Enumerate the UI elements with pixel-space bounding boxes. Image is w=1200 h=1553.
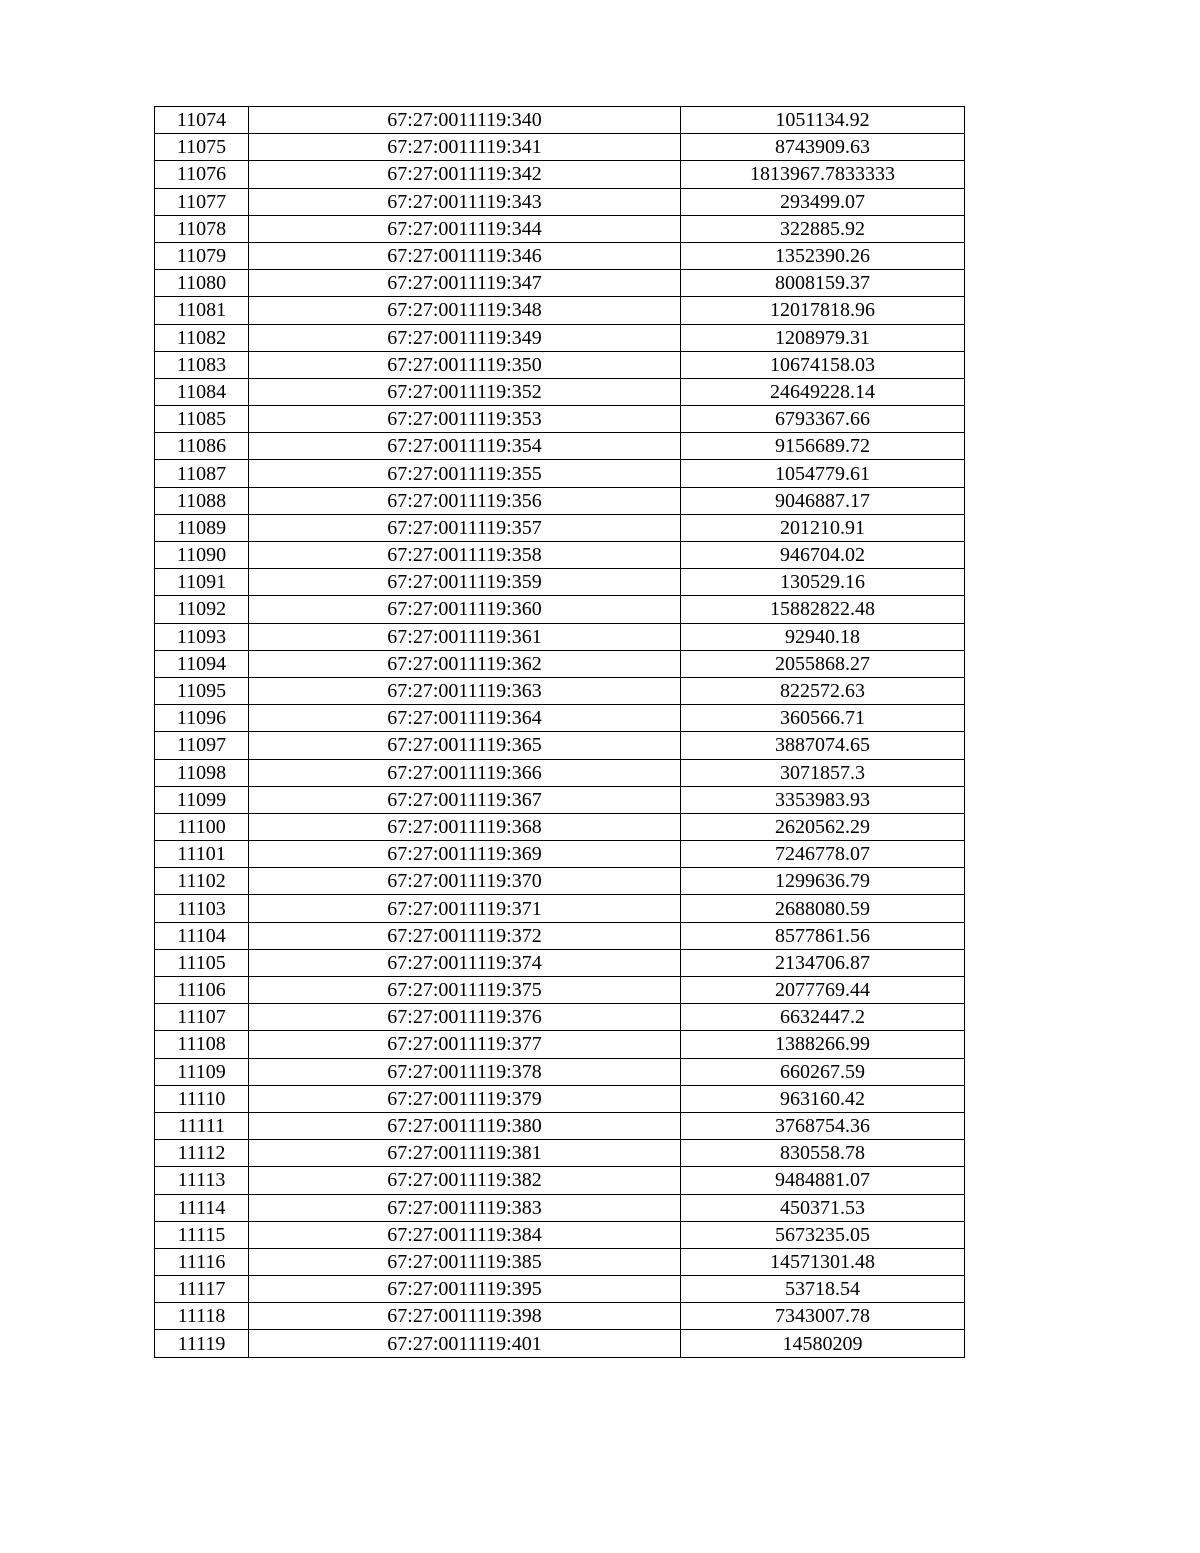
row-number-cell: 11094 — [155, 650, 249, 677]
row-number-cell: 11091 — [155, 569, 249, 596]
row-number-cell: 11082 — [155, 324, 249, 351]
cadastral-number-cell: 67:27:0011119:401 — [249, 1330, 681, 1357]
row-number-cell: 11112 — [155, 1140, 249, 1167]
table-row — [155, 977, 965, 1004]
table-row — [155, 242, 965, 269]
row-number-cell: 11078 — [155, 215, 249, 242]
table-row — [155, 1085, 965, 1112]
cadastral-value-cell: 2134706.87 — [681, 949, 965, 976]
cadastral-number-cell: 67:27:0011119:395 — [249, 1276, 681, 1303]
cadastral-value-cell: 6632447.2 — [681, 1004, 965, 1031]
row-number-cell: 11106 — [155, 977, 249, 1004]
cadastral-number-cell: 67:27:0011119:365 — [249, 732, 681, 759]
table-row — [155, 732, 965, 759]
row-number-cell: 11116 — [155, 1248, 249, 1275]
cadastral-number-cell: 67:27:0011119:374 — [249, 949, 681, 976]
table-row — [155, 759, 965, 786]
row-number-cell: 11086 — [155, 433, 249, 460]
cadastral-value-cell: 8008159.37 — [681, 270, 965, 297]
cadastral-value-cell: 2688080.59 — [681, 895, 965, 922]
row-number-cell: 11083 — [155, 351, 249, 378]
cadastral-value-cell: 14571301.48 — [681, 1248, 965, 1275]
table-row — [155, 1112, 965, 1139]
row-number-cell: 11113 — [155, 1167, 249, 1194]
table-row — [155, 1276, 965, 1303]
row-number-cell: 11097 — [155, 732, 249, 759]
cadastral-value-cell: 1054779.61 — [681, 460, 965, 487]
cadastral-number-cell: 67:27:0011119:360 — [249, 596, 681, 623]
table-row — [155, 107, 965, 134]
table-row — [155, 922, 965, 949]
table-row — [155, 1194, 965, 1221]
row-number-cell: 11079 — [155, 242, 249, 269]
row-number-cell: 11111 — [155, 1112, 249, 1139]
cadastral-number-cell: 67:27:0011119:376 — [249, 1004, 681, 1031]
cadastral-value-cell: 53718.54 — [681, 1276, 965, 1303]
table-row — [155, 215, 965, 242]
row-number-cell: 11103 — [155, 895, 249, 922]
cadastral-value-cell: 660267.59 — [681, 1058, 965, 1085]
cadastral-value-cell: 963160.42 — [681, 1085, 965, 1112]
row-number-cell: 11104 — [155, 922, 249, 949]
cadastral-value-cell: 92940.18 — [681, 623, 965, 650]
row-number-cell: 11089 — [155, 514, 249, 541]
cadastral-value-cell: 6793367.66 — [681, 406, 965, 433]
cadastral-value-cell: 201210.91 — [681, 514, 965, 541]
cadastral-value-cell: 1388266.99 — [681, 1031, 965, 1058]
cadastral-number-cell: 67:27:0011119:379 — [249, 1085, 681, 1112]
cadastral-number-cell: 67:27:0011119:352 — [249, 378, 681, 405]
cadastral-value-cell: 7246778.07 — [681, 841, 965, 868]
cadastral-number-cell: 67:27:0011119:356 — [249, 487, 681, 514]
cadastral-number-cell: 67:27:0011119:398 — [249, 1303, 681, 1330]
row-number-cell: 11108 — [155, 1031, 249, 1058]
cadastral-number-cell: 67:27:0011119:350 — [249, 351, 681, 378]
cadastral-value-cell: 9156689.72 — [681, 433, 965, 460]
table-row — [155, 569, 965, 596]
cadastral-number-cell: 67:27:0011119:346 — [249, 242, 681, 269]
table-row — [155, 460, 965, 487]
row-number-cell: 11096 — [155, 705, 249, 732]
row-number-cell: 11114 — [155, 1194, 249, 1221]
cadastral-value-cell: 1299636.79 — [681, 868, 965, 895]
row-number-cell: 11099 — [155, 786, 249, 813]
table-row — [155, 542, 965, 569]
table-body — [155, 107, 965, 1358]
cadastral-number-cell: 67:27:0011119:384 — [249, 1221, 681, 1248]
cadastral-number-cell: 67:27:0011119:368 — [249, 813, 681, 840]
cadastral-number-cell: 67:27:0011119:383 — [249, 1194, 681, 1221]
cadastral-value-cell: 450371.53 — [681, 1194, 965, 1221]
cadastral-value-cell: 2620562.29 — [681, 813, 965, 840]
row-number-cell: 11080 — [155, 270, 249, 297]
cadastral-value-cell: 3071857.3 — [681, 759, 965, 786]
table-row — [155, 270, 965, 297]
row-number-cell: 11110 — [155, 1085, 249, 1112]
cadastral-value-cell: 12017818.96 — [681, 297, 965, 324]
table-row — [155, 1031, 965, 1058]
cadastral-number-cell: 67:27:0011119:363 — [249, 677, 681, 704]
cadastral-value-cell: 9484881.07 — [681, 1167, 965, 1194]
cadastral-value-cell: 8577861.56 — [681, 922, 965, 949]
row-number-cell: 11119 — [155, 1330, 249, 1357]
table-row — [155, 514, 965, 541]
table-row — [155, 596, 965, 623]
cadastral-value-cell: 1051134.92 — [681, 107, 965, 134]
cadastral-value-cell: 1208979.31 — [681, 324, 965, 351]
cadastral-number-cell: 67:27:0011119:378 — [249, 1058, 681, 1085]
row-number-cell: 11101 — [155, 841, 249, 868]
cadastral-value-table — [154, 106, 965, 1358]
cadastral-number-cell: 67:27:0011119:353 — [249, 406, 681, 433]
cadastral-number-cell: 67:27:0011119:372 — [249, 922, 681, 949]
cadastral-number-cell: 67:27:0011119:369 — [249, 841, 681, 868]
cadastral-number-cell: 67:27:0011119:370 — [249, 868, 681, 895]
cadastral-value-cell: 3768754.36 — [681, 1112, 965, 1139]
cadastral-value-cell: 360566.71 — [681, 705, 965, 732]
row-number-cell: 11076 — [155, 161, 249, 188]
cadastral-value-cell: 15882822.48 — [681, 596, 965, 623]
row-number-cell: 11084 — [155, 378, 249, 405]
cadastral-number-cell: 67:27:0011119:362 — [249, 650, 681, 677]
cadastral-number-cell: 67:27:0011119:354 — [249, 433, 681, 460]
table-row — [155, 297, 965, 324]
table-row — [155, 1058, 965, 1085]
cadastral-value-cell: 3353983.93 — [681, 786, 965, 813]
cadastral-value-cell: 1352390.26 — [681, 242, 965, 269]
table-row — [155, 1248, 965, 1275]
row-number-cell: 11087 — [155, 460, 249, 487]
cadastral-value-cell: 1813967.7833333 — [681, 161, 965, 188]
cadastral-number-cell: 67:27:0011119:367 — [249, 786, 681, 813]
table-row — [155, 677, 965, 704]
cadastral-number-cell: 67:27:0011119:347 — [249, 270, 681, 297]
table-row — [155, 813, 965, 840]
cadastral-number-cell: 67:27:0011119:381 — [249, 1140, 681, 1167]
cadastral-value-cell: 14580209 — [681, 1330, 965, 1357]
row-number-cell: 11102 — [155, 868, 249, 895]
cadastral-number-cell: 67:27:0011119:385 — [249, 1248, 681, 1275]
cadastral-number-cell: 67:27:0011119:371 — [249, 895, 681, 922]
cadastral-value-cell: 946704.02 — [681, 542, 965, 569]
table-row — [155, 161, 965, 188]
table-row — [155, 1330, 965, 1357]
row-number-cell: 11093 — [155, 623, 249, 650]
cadastral-number-cell: 67:27:0011119:341 — [249, 134, 681, 161]
table-row — [155, 188, 965, 215]
row-number-cell: 11077 — [155, 188, 249, 215]
table-row — [155, 433, 965, 460]
cadastral-value-cell: 9046887.17 — [681, 487, 965, 514]
cadastral-value-cell: 3887074.65 — [681, 732, 965, 759]
row-number-cell: 11088 — [155, 487, 249, 514]
cadastral-number-cell: 67:27:0011119:375 — [249, 977, 681, 1004]
cadastral-value-cell: 130529.16 — [681, 569, 965, 596]
row-number-cell: 11075 — [155, 134, 249, 161]
cadastral-value-cell: 10674158.03 — [681, 351, 965, 378]
table-row — [155, 895, 965, 922]
table-row — [155, 324, 965, 351]
cadastral-value-cell: 293499.07 — [681, 188, 965, 215]
row-number-cell: 11085 — [155, 406, 249, 433]
cadastral-number-cell: 67:27:0011119:355 — [249, 460, 681, 487]
table-row — [155, 623, 965, 650]
table-row — [155, 351, 965, 378]
cadastral-number-cell: 67:27:0011119:380 — [249, 1112, 681, 1139]
cadastral-value-cell: 822572.63 — [681, 677, 965, 704]
row-number-cell: 11095 — [155, 677, 249, 704]
cadastral-value-cell: 2077769.44 — [681, 977, 965, 1004]
row-number-cell: 11098 — [155, 759, 249, 786]
table-row — [155, 1167, 965, 1194]
cadastral-number-cell: 67:27:0011119:358 — [249, 542, 681, 569]
table-row — [155, 378, 965, 405]
cadastral-value-cell: 322885.92 — [681, 215, 965, 242]
cadastral-value-cell: 24649228.14 — [681, 378, 965, 405]
row-number-cell: 11074 — [155, 107, 249, 134]
table-row — [155, 1221, 965, 1248]
table-row — [155, 650, 965, 677]
table-row — [155, 841, 965, 868]
table-row — [155, 487, 965, 514]
cadastral-number-cell: 67:27:0011119:359 — [249, 569, 681, 596]
row-number-cell: 11117 — [155, 1276, 249, 1303]
cadastral-number-cell: 67:27:0011119:361 — [249, 623, 681, 650]
table-row — [155, 1303, 965, 1330]
table-row — [155, 705, 965, 732]
row-number-cell: 11107 — [155, 1004, 249, 1031]
table-row — [155, 868, 965, 895]
table-row — [155, 406, 965, 433]
row-number-cell: 11109 — [155, 1058, 249, 1085]
cadastral-number-cell: 67:27:0011119:382 — [249, 1167, 681, 1194]
table-row — [155, 134, 965, 161]
cadastral-value-cell: 7343007.78 — [681, 1303, 965, 1330]
row-number-cell: 11105 — [155, 949, 249, 976]
table-row — [155, 1004, 965, 1031]
cadastral-value-cell: 2055868.27 — [681, 650, 965, 677]
table-row — [155, 786, 965, 813]
cadastral-number-cell: 67:27:0011119:364 — [249, 705, 681, 732]
row-number-cell: 11115 — [155, 1221, 249, 1248]
cadastral-value-cell: 5673235.05 — [681, 1221, 965, 1248]
row-number-cell: 11081 — [155, 297, 249, 324]
cadastral-number-cell: 67:27:0011119:348 — [249, 297, 681, 324]
cadastral-number-cell: 67:27:0011119:340 — [249, 107, 681, 134]
cadastral-number-cell: 67:27:0011119:342 — [249, 161, 681, 188]
cadastral-number-cell: 67:27:0011119:377 — [249, 1031, 681, 1058]
row-number-cell: 11118 — [155, 1303, 249, 1330]
cadastral-value-cell: 8743909.63 — [681, 134, 965, 161]
cadastral-number-cell: 67:27:0011119:344 — [249, 215, 681, 242]
row-number-cell: 11100 — [155, 813, 249, 840]
table-row — [155, 949, 965, 976]
row-number-cell: 11090 — [155, 542, 249, 569]
cadastral-value-cell: 830558.78 — [681, 1140, 965, 1167]
table-row — [155, 1140, 965, 1167]
cadastral-number-cell: 67:27:0011119:343 — [249, 188, 681, 215]
cadastral-number-cell: 67:27:0011119:366 — [249, 759, 681, 786]
cadastral-number-cell: 67:27:0011119:357 — [249, 514, 681, 541]
cadastral-number-cell: 67:27:0011119:349 — [249, 324, 681, 351]
row-number-cell: 11092 — [155, 596, 249, 623]
